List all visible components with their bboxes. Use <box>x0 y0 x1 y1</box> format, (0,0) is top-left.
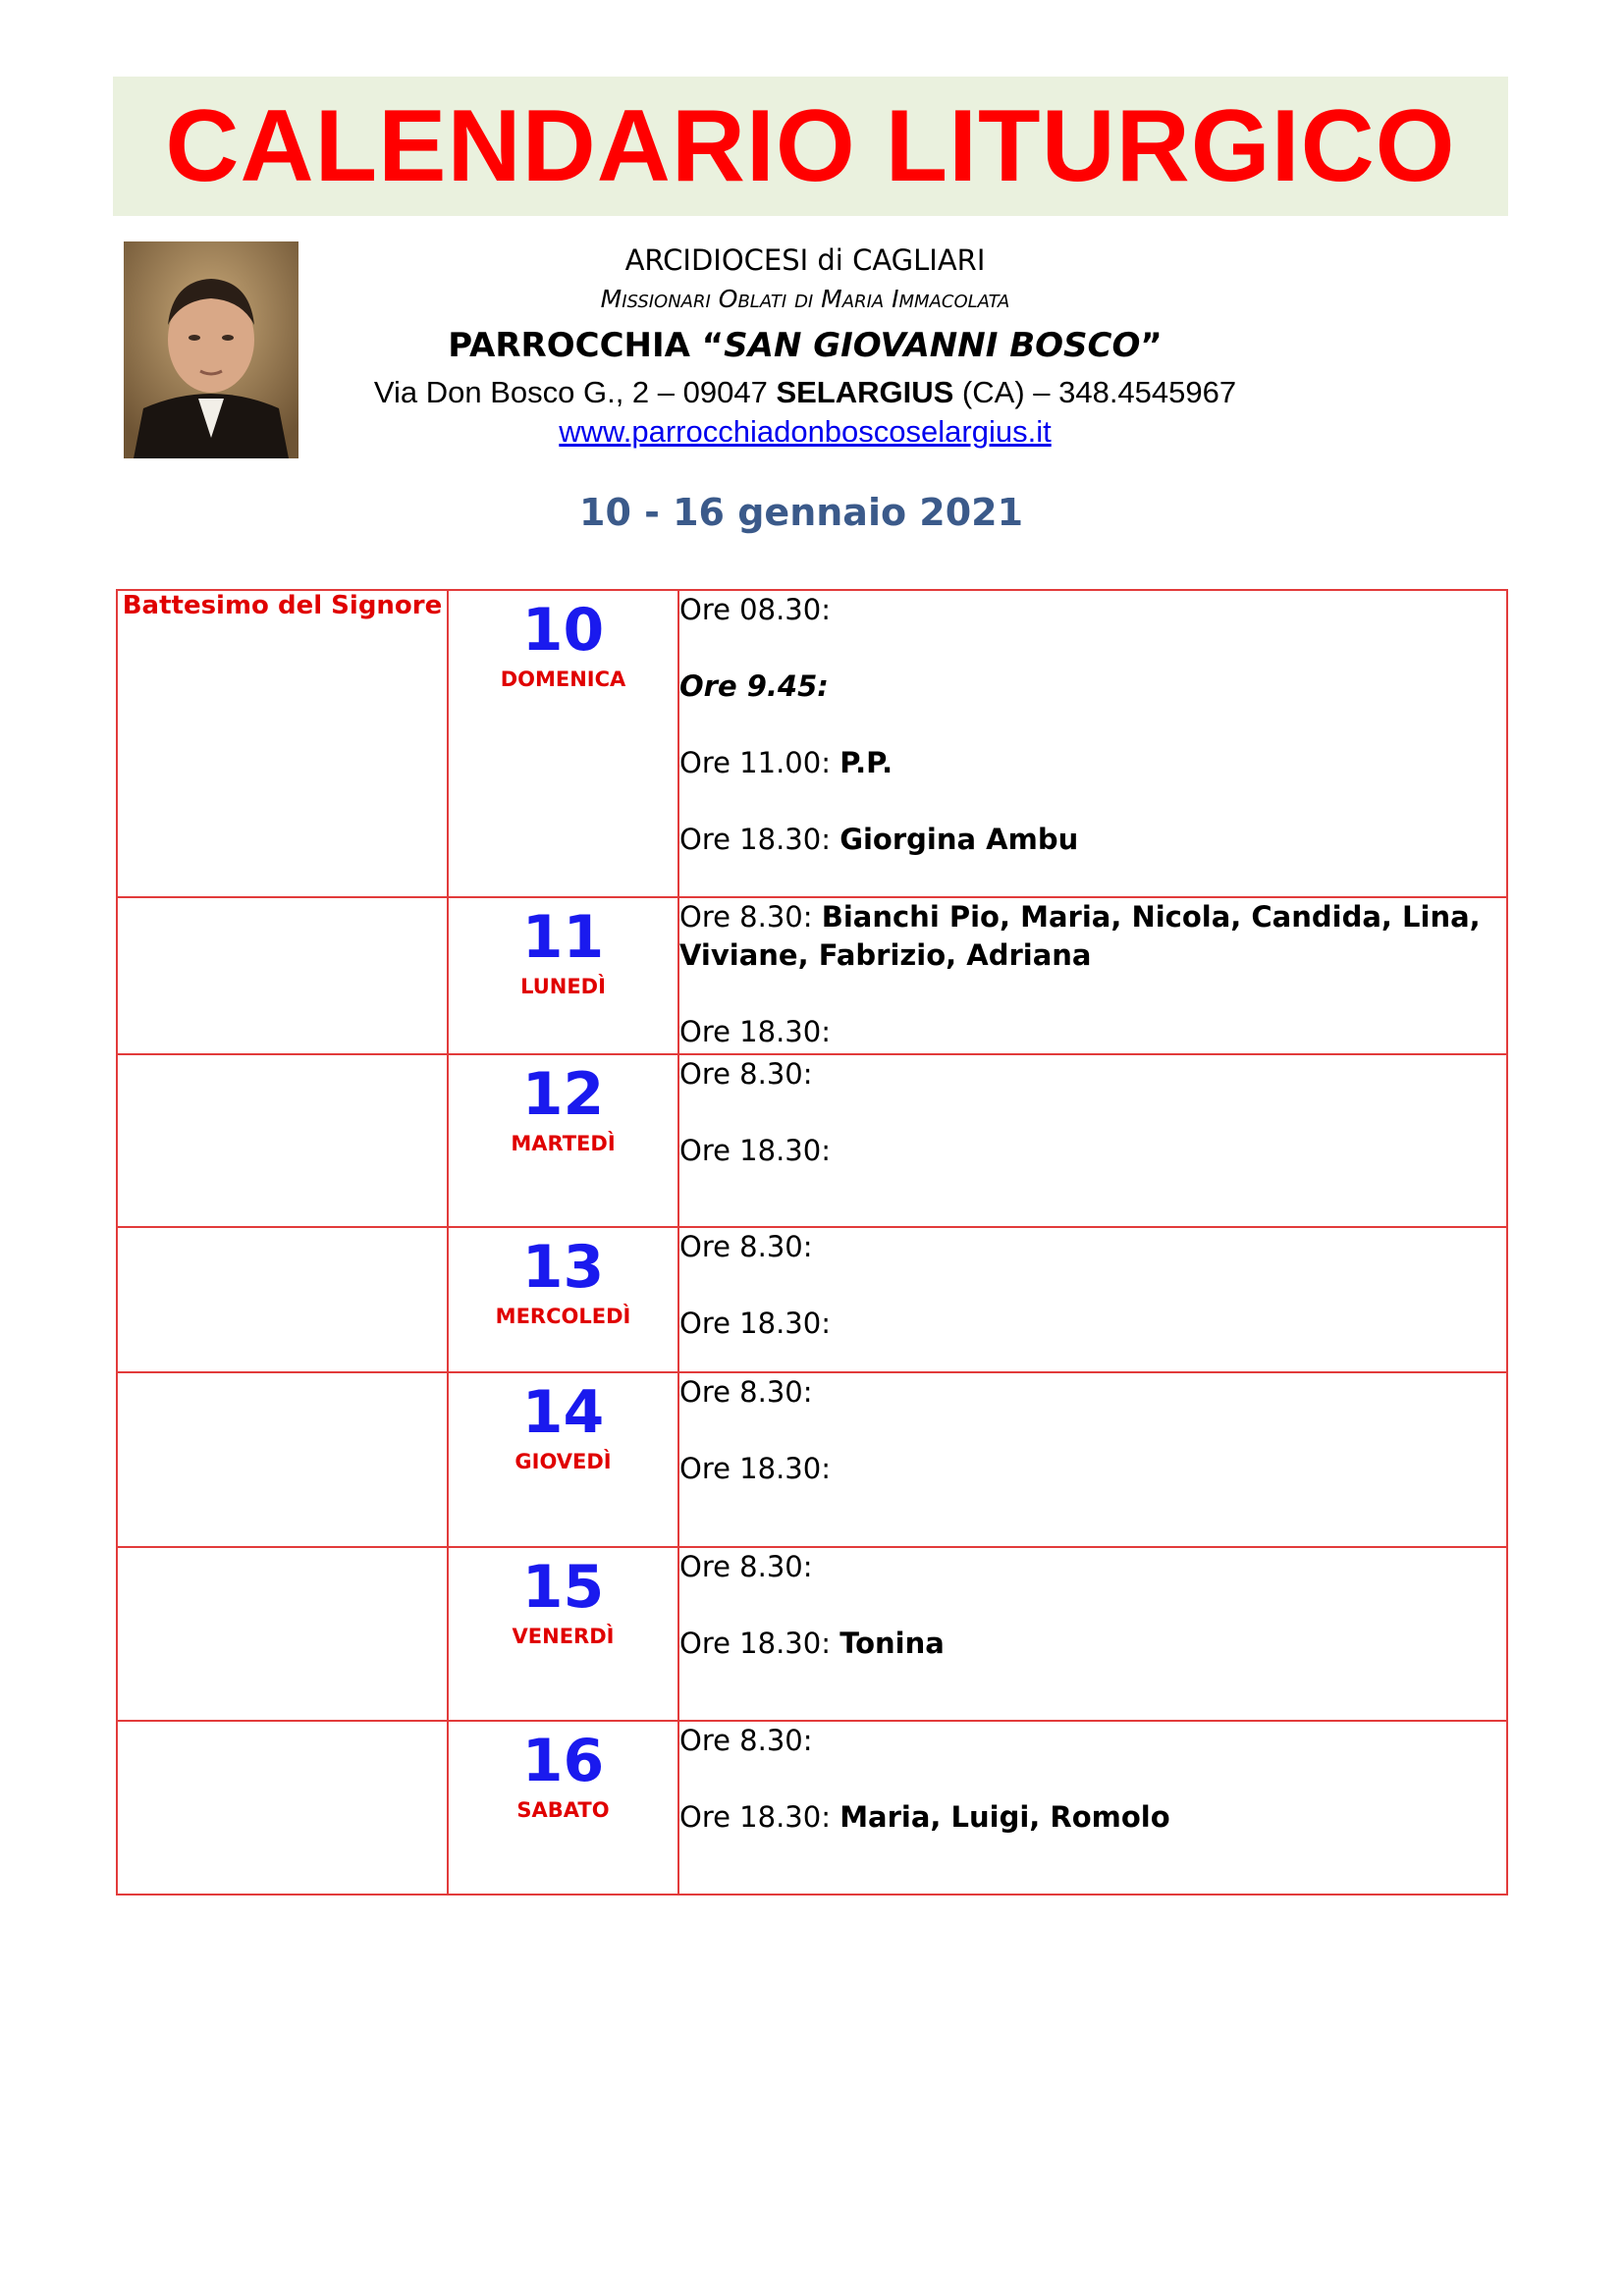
day-number: 15 <box>521 1553 605 1622</box>
day-number: 16 <box>521 1727 605 1795</box>
parish-name: SAN GIOVANNI BOSCO <box>724 326 1141 365</box>
mass-intentions: Tonina <box>839 1627 945 1660</box>
mass-entry <box>679 1132 1506 1170</box>
mass-entry <box>679 1548 1506 1586</box>
mass-entry <box>679 1055 1506 1094</box>
feast-cell <box>117 1547 448 1721</box>
mass-time: Ore 8.30: <box>679 1375 813 1409</box>
feast-cell <box>117 1372 448 1547</box>
mass-time: Ore 18.30: <box>679 1015 831 1048</box>
calendar-row <box>117 1547 1507 1721</box>
mass-entry <box>679 1450 1506 1488</box>
calendar-row <box>117 1054 1507 1227</box>
calendar-row <box>117 1721 1507 1895</box>
parish-prefix: PARROCCHIA “ <box>448 326 725 365</box>
mass-entry <box>679 898 1506 975</box>
masses-cell <box>678 1721 1507 1895</box>
day-cell <box>448 590 678 897</box>
mass-time: Ore 18.30: <box>679 1800 840 1834</box>
mass-time: Ore 8.30: <box>679 1550 813 1583</box>
portrait-image <box>124 241 298 458</box>
congregation-line: Missionari Oblati di Maria Immacolata <box>600 285 1010 313</box>
feast-cell <box>117 897 448 1054</box>
calendar-row <box>117 897 1507 1054</box>
feast-cell <box>117 1227 448 1372</box>
calendar-row <box>117 1372 1507 1547</box>
masses-cell <box>678 897 1507 1054</box>
mass-entry <box>679 1013 1506 1051</box>
mass-time: Ore 8.30: <box>679 1230 813 1263</box>
day-number: 10 <box>521 596 605 665</box>
masses-cell <box>678 1547 1507 1721</box>
mass-time: Ore 18.30: <box>679 823 840 856</box>
mass-time: Ore 18.30: <box>679 1134 831 1167</box>
feast-cell <box>117 1054 448 1227</box>
day-cell <box>448 1721 678 1895</box>
mass-intentions: Bianchi Pio, Maria, Nicola, Candida, Lina, Viviane, Fabrizio, Adriana <box>679 900 1481 972</box>
archdiocese-line: ARCIDIOCESI di CAGLIARI <box>624 243 986 277</box>
day-cell <box>448 1054 678 1227</box>
masses-cell <box>678 590 1507 897</box>
parish-suffix: ” <box>1140 326 1163 365</box>
mass-entry <box>679 1228 1506 1266</box>
day-name: SABATO <box>516 1798 610 1822</box>
mass-entry <box>679 1625 1506 1663</box>
mass-entry <box>679 1305 1506 1343</box>
feast-cell <box>117 1721 448 1895</box>
mass-time: Ore 18.30: <box>679 1627 840 1660</box>
day-cell <box>448 1372 678 1547</box>
mass-time: Ore 8.30: <box>679 1057 813 1091</box>
day-number: 11 <box>521 903 605 972</box>
day-cell <box>448 1547 678 1721</box>
mass-entry <box>679 1798 1506 1837</box>
day-name: MERCOLEDÌ <box>495 1305 631 1328</box>
day-name: MARTEDÌ <box>511 1132 616 1155</box>
day-number: 12 <box>521 1060 605 1129</box>
calendar-table <box>116 589 1508 1896</box>
day-name: DOMENICA <box>500 667 626 691</box>
mass-entry <box>679 821 1506 859</box>
mass-time: Ore 8.30: <box>679 900 822 934</box>
mass-entry <box>679 1373 1506 1412</box>
mass-time: Ore 11.00: <box>679 746 840 779</box>
calendar-row <box>117 590 1507 897</box>
mass-time: Ore 18.30: <box>679 1307 831 1340</box>
mass-intentions: Maria, Luigi, Romolo <box>839 1800 1170 1834</box>
mass-entry <box>679 744 1506 782</box>
website-link[interactable]: www.parrocchiadonboscoselargius.it <box>559 414 1052 449</box>
week-range: 10 - 16 gennaio 2021 <box>579 491 1024 534</box>
address-line <box>314 375 1296 410</box>
address-city: SELARGIUS <box>776 375 954 409</box>
address-street: Via Don Bosco G., 2 – 09047 <box>373 375 777 409</box>
masses-cell <box>678 1372 1507 1547</box>
mass-entry <box>679 591 1506 629</box>
title-banner <box>113 77 1508 216</box>
masses-cell <box>678 1054 1507 1227</box>
parish-name-line <box>314 326 1296 365</box>
mass-time: Ore 8.30: <box>679 1724 813 1757</box>
day-number: 14 <box>521 1378 605 1447</box>
day-name: GIOVEDÌ <box>514 1450 612 1473</box>
mass-intentions: P.P. <box>839 746 893 779</box>
mass-time: Ore 9.45: <box>679 669 829 703</box>
mass-time: Ore 18.30: <box>679 1452 831 1485</box>
address-phone: (CA) – 348.4545967 <box>953 375 1237 409</box>
day-cell <box>448 1227 678 1372</box>
masses-cell <box>678 1227 1507 1372</box>
mass-entry <box>679 667 1506 706</box>
mass-entry <box>679 1722 1506 1760</box>
mass-intentions: Giorgina Ambu <box>839 823 1079 856</box>
mass-time: Ore 08.30: <box>679 593 831 626</box>
day-name: VENERDÌ <box>512 1625 615 1648</box>
day-name: LUNEDÌ <box>520 975 606 998</box>
calendar-row <box>117 1227 1507 1372</box>
day-cell <box>448 897 678 1054</box>
feast-cell: Battesimo del Signore <box>117 590 448 897</box>
page-title: CALENDARIO LITURGICO <box>165 89 1456 203</box>
day-number: 13 <box>521 1233 605 1302</box>
